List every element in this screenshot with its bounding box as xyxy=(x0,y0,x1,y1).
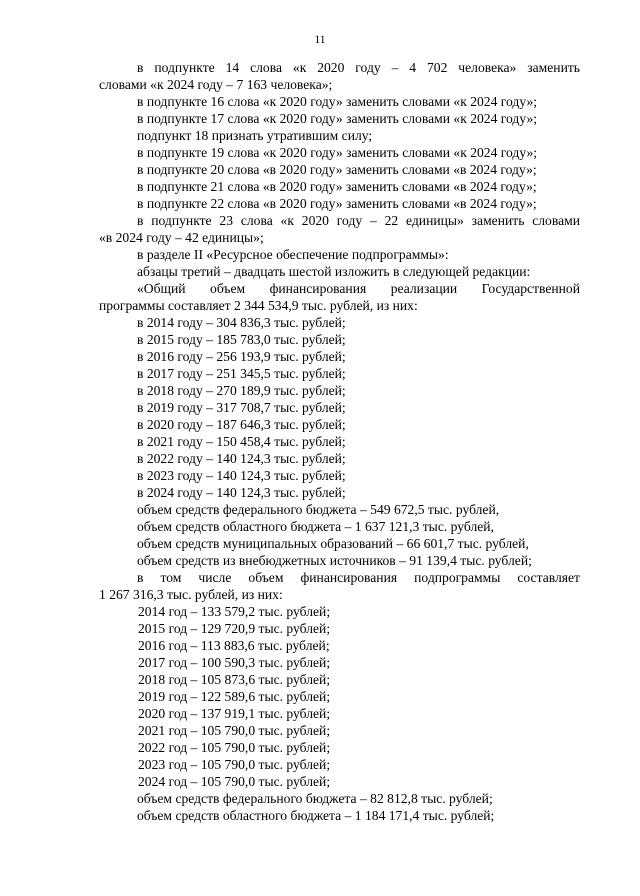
text-line: в подпункте 22 слова «в 2020 году» заменить словами «в 2024 году»; xyxy=(137,196,537,211)
text-line: в 2016 году – 256 193,9 тыс. рублей; xyxy=(137,349,346,364)
text-line: в 2014 году – 304 836,3 тыс. рублей; xyxy=(137,315,346,330)
text-line: абзацы третий – двадцать шестой изложить в следующей редакции: xyxy=(137,264,531,279)
text-line: объем средств из внебюджетных источников – 91 139,4 тыс. рублей; xyxy=(137,553,532,568)
text-line: словами «к 2024 году – 7 163 человека»; xyxy=(99,77,333,92)
text-line: в подпункте 20 слова «в 2020 году» заменить словами «в 2024 году»; xyxy=(137,162,537,177)
text-line: 2014 год – 133 579,2 тыс. рублей; xyxy=(138,604,331,619)
document-body xyxy=(99,59,580,824)
text-line: 2022 год – 105 790,0 тыс. рублей; xyxy=(138,740,331,755)
text-line: в подпункте 17 слова «к 2020 году» заменить словами «к 2024 году»; xyxy=(137,111,538,126)
text-line: «в 2024 году – 42 единицы»; xyxy=(99,230,264,245)
text-line: объем средств муниципальных образований – 66 601,7 тыс. рублей, xyxy=(137,536,529,551)
text-line: в подпункте 21 слова «в 2020 году» заменить словами «в 2024 году»; xyxy=(137,179,537,194)
text-line: в 2020 году – 187 646,3 тыс. рублей; xyxy=(137,417,346,432)
text-line: объем средств федерального бюджета – 549 672,5 тыс. рублей, xyxy=(137,502,500,517)
text-line: в 2024 году – 140 124,3 тыс. рублей; xyxy=(137,485,346,500)
text-line: в 2022 году – 140 124,3 тыс. рублей; xyxy=(137,451,346,466)
text-line: в 2015 году – 185 783,0 тыс. рублей; xyxy=(137,332,346,347)
text-line: 2020 год – 137 919,1 тыс. рублей; xyxy=(138,706,331,721)
text-line: 2023 год – 105 790,0 тыс. рублей; xyxy=(138,757,331,772)
text-line: в 2023 году – 140 124,3 тыс. рублей; xyxy=(137,468,346,483)
page-number: 11 xyxy=(314,34,326,46)
text-line: 2015 год – 129 720,9 тыс. рублей; xyxy=(138,621,331,636)
text-line: в 2017 году – 251 345,5 тыс. рублей; xyxy=(137,366,346,381)
text-line: в 2018 году – 270 189,9 тыс. рублей; xyxy=(137,383,346,398)
text-line: «Общий объем финансирования реализации Государственной xyxy=(137,281,580,296)
text-line: в подпункте 14 слова «к 2020 году – 4 702 человека» заменить xyxy=(137,60,580,75)
text-line: в подпункте 23 слова «к 2020 году – 22 единицы» заменить словами xyxy=(137,213,580,228)
text-line: 2019 год – 122 589,6 тыс. рублей; xyxy=(138,689,331,704)
text-line: в разделе II «Ресурсное обеспечение подпрограммы»: xyxy=(137,247,449,262)
text-line: 2018 год – 105 873,6 тыс. рублей; xyxy=(138,672,331,687)
text-line: объем средств федерального бюджета – 82 812,8 тыс. рублей; xyxy=(137,791,493,806)
text-line: программы составляет 2 344 534,9 тыс. рублей, из них: xyxy=(99,298,418,313)
text-line: объем средств областного бюджета – 1 184 171,4 тыс. рублей; xyxy=(137,808,495,823)
text-line: в подпункте 16 слова «к 2020 году» заменить словами «к 2024 году»; xyxy=(137,94,538,109)
text-line: объем средств областного бюджета – 1 637 121,3 тыс. рублей, xyxy=(137,519,494,534)
text-line: 1 267 316,3 тыс. рублей, из них: xyxy=(99,587,283,602)
text-line: подпункт 18 признать утратившим силу; xyxy=(137,128,373,143)
text-line: 2021 год – 105 790,0 тыс. рублей; xyxy=(138,723,331,738)
text-line: 2016 год – 113 883,6 тыс. рублей; xyxy=(138,638,330,653)
text-line: в 2019 году – 317 708,7 тыс. рублей; xyxy=(137,400,346,415)
text-line: в том числе объем финансирования подпрограммы составляет xyxy=(137,570,580,585)
text-line: в подпункте 19 слова «к 2020 году» заменить словами «к 2024 году»; xyxy=(137,145,538,160)
text-line: в 2021 году – 150 458,4 тыс. рублей; xyxy=(137,434,346,449)
text-line: 2024 год – 105 790,0 тыс. рублей; xyxy=(138,774,331,789)
text-line: 2017 год – 100 590,3 тыс. рублей; xyxy=(138,655,331,670)
